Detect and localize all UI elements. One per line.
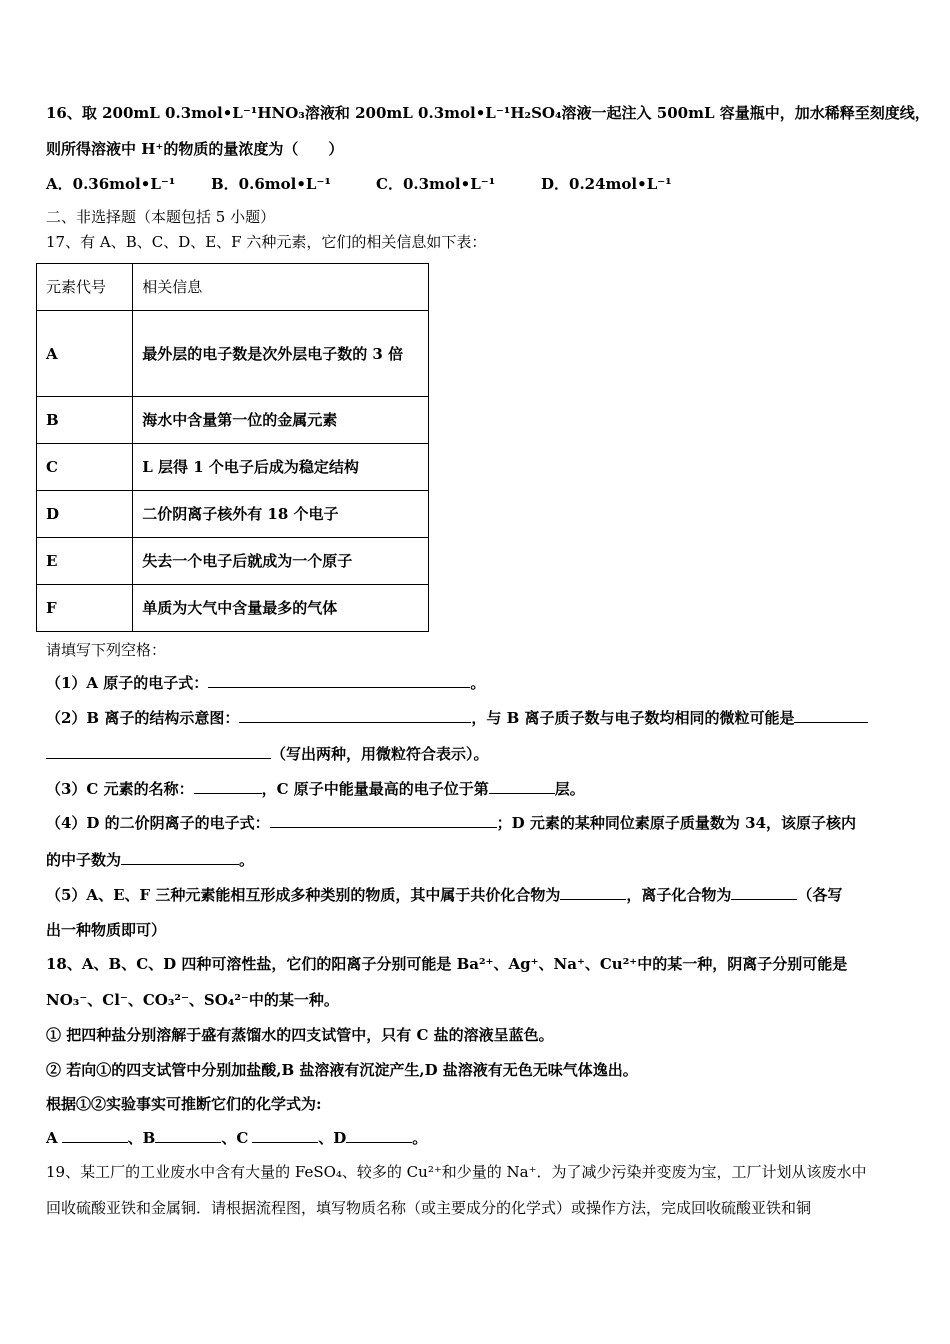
q16-option-d: D．0.24mol•L⁻¹ (541, 175, 672, 193)
table-cell-info: 最外层的电子数是次外层电子数的 3 倍 (133, 311, 429, 397)
table-cell-code: C (37, 444, 133, 491)
q17-part1-end: 。 (470, 674, 486, 692)
q19-line2: 回收硫酸亚铁和金属铜．请根据流程图，填写物质名称（或主要成分的化学式）或操作方法，完成回收硫酸亚铁和铜 (46, 1199, 812, 1217)
table-cell-code: D (37, 491, 133, 538)
q17-intro: 17、有 A、B、C、D、E、F 六种元素，它们的相关信息如下表： (46, 233, 487, 251)
q16-option-c: C．0.3mol•L⁻¹ (376, 175, 496, 193)
table-cell-code: A (37, 311, 133, 397)
section-heading: 二、非选择题（本题包括 5 小题） (46, 208, 276, 226)
q18-label-b: 、B (127, 1129, 156, 1147)
q17-part2-text2: ，与 B 离子质子数与电子数均相同的微粒可能是 (471, 709, 795, 727)
table-cell-info: 二价阴离子核外有 18 个电子 (133, 491, 429, 538)
q16-options (46, 174, 672, 194)
table-header-row (37, 264, 429, 311)
answer-blank[interactable] (62, 1127, 128, 1143)
table-cell-code: B (37, 397, 133, 444)
q18-label-a: A (46, 1129, 58, 1147)
answer-blank[interactable] (270, 812, 497, 828)
q16-option-a: A．0.36mol•L⁻¹ (46, 175, 176, 193)
answer-blank[interactable] (560, 884, 626, 900)
q17-part1 (46, 672, 485, 693)
table-row (37, 491, 429, 538)
q17-part4 (46, 812, 856, 833)
q17-part5 (46, 884, 842, 905)
q17-part4-cont (46, 849, 254, 870)
q17-part1-text: （1）A 原子的电子式： (46, 674, 209, 692)
answer-blank[interactable] (121, 849, 239, 865)
q17-part2 (46, 707, 868, 728)
table-cell-info: L 层得 1 个电子后成为稳定结构 (133, 444, 429, 491)
q17-part5-text3: （各写 (797, 886, 843, 904)
q18-label-c: 、C (221, 1129, 249, 1147)
q17-part3-text: （3）C 元素的名称： (46, 780, 194, 798)
table-cell-info: 单质为大气中含量最多的气体 (133, 585, 429, 632)
q18-line2: NO₃⁻、Cl⁻、CO₃²⁻、SO₄²⁻中的某一种。 (46, 991, 339, 1009)
q17-part4-text3: 的中子数为 (46, 851, 122, 869)
q16-option-b: B．0.6mol•L⁻¹ (211, 175, 331, 193)
q17-part4-end: 。 (239, 851, 255, 869)
table-row (37, 311, 429, 397)
q17-part4-text2: ；D 元素的某种同位素原子质量数为 34，该原子核内 (496, 814, 857, 832)
table-header-info: 相关信息 (133, 264, 429, 311)
q18-label-d: 、D (318, 1129, 347, 1147)
q18-answers (46, 1127, 427, 1148)
q18-step1: ① 把四种盐分别溶解于盛有蒸馏水的四支试管中，只有 C 盐的溶液呈蓝色。 (46, 1026, 554, 1044)
table-row (37, 444, 429, 491)
table-cell-code: E (37, 538, 133, 585)
table-header-code: 元素代号 (37, 264, 133, 311)
table-cell-info: 失去一个电子后就成为一个原子 (133, 538, 429, 585)
q18-end: 。 (412, 1129, 428, 1147)
q18-line1: 18、A、B、C、D 四种可溶性盐，它们的阳离子分别可能是 Ba²⁺、Ag⁺、Na⁺、Cu²⁺中的某一种，阴离子分别可能是 (46, 955, 848, 973)
q19-line1: 19、某工厂的工业废水中含有大量的 FeSO₄、较多的 Cu²⁺和少量的 Na⁺．为了减少污染并变废为宝，工厂计划从该废水中 (46, 1163, 867, 1181)
table-row (37, 538, 429, 585)
table-cell-info: 海水中含量第一位的金属元素 (133, 397, 429, 444)
answer-blank[interactable] (194, 778, 262, 794)
q17-part3-text2: ，C 原子中能量最高的电子位于第 (261, 780, 489, 798)
q17-part2-text: （2）B 离子的结构示意图： (46, 709, 240, 727)
q17-part2-note: （写出两种，用微粒符合表示）。 (271, 745, 489, 763)
q17-part3-end: 层。 (554, 780, 585, 798)
q17-part4-text: （4）D 的二价阴离子的电子式： (46, 814, 270, 832)
answer-blank[interactable] (252, 1127, 318, 1143)
answer-blank[interactable] (731, 884, 797, 900)
answer-blank[interactable] (155, 1127, 221, 1143)
q17-part3 (46, 778, 585, 799)
q17-part5-cont: 出一种物质即可） (46, 921, 167, 939)
table-cell-code: F (37, 585, 133, 632)
q17-part2-cont (46, 743, 489, 764)
q18-step2: ② 若向①的四支试管中分别加盐酸,B 盐溶液有沉淀产生,D 盐溶液有无色无味气体逸出。 (46, 1061, 638, 1079)
q17-prompt: 请填写下列空格： (46, 641, 167, 659)
q16-line1: 16、取 200mL 0.3mol•L⁻¹HNO₃溶液和 200mL 0.3mol•L⁻¹H₂SO₄溶液一起注入 500mL 容量瓶中，加水稀释至刻度线， (46, 104, 930, 122)
q17-part5-text: （5）A、E、F 三种元素能相互形成多种类别的物质，其中属于共价化合物为 (46, 886, 561, 904)
answer-blank[interactable] (346, 1127, 412, 1143)
q17-part5-text2: ，离子化合物为 (626, 886, 732, 904)
answer-blank[interactable] (46, 743, 271, 759)
table-row (37, 397, 429, 444)
q16-line2: 则所得溶液中 H⁺的物质的量浓度为（ ） (46, 140, 344, 158)
answer-blank[interactable] (208, 672, 470, 688)
q18-line3: 根据①②实验事实可推断它们的化学式为: (46, 1095, 322, 1113)
answer-blank[interactable] (239, 707, 471, 723)
table-row (37, 585, 429, 632)
answer-blank[interactable] (794, 707, 868, 723)
element-info-table (36, 263, 429, 632)
answer-blank[interactable] (489, 778, 555, 794)
